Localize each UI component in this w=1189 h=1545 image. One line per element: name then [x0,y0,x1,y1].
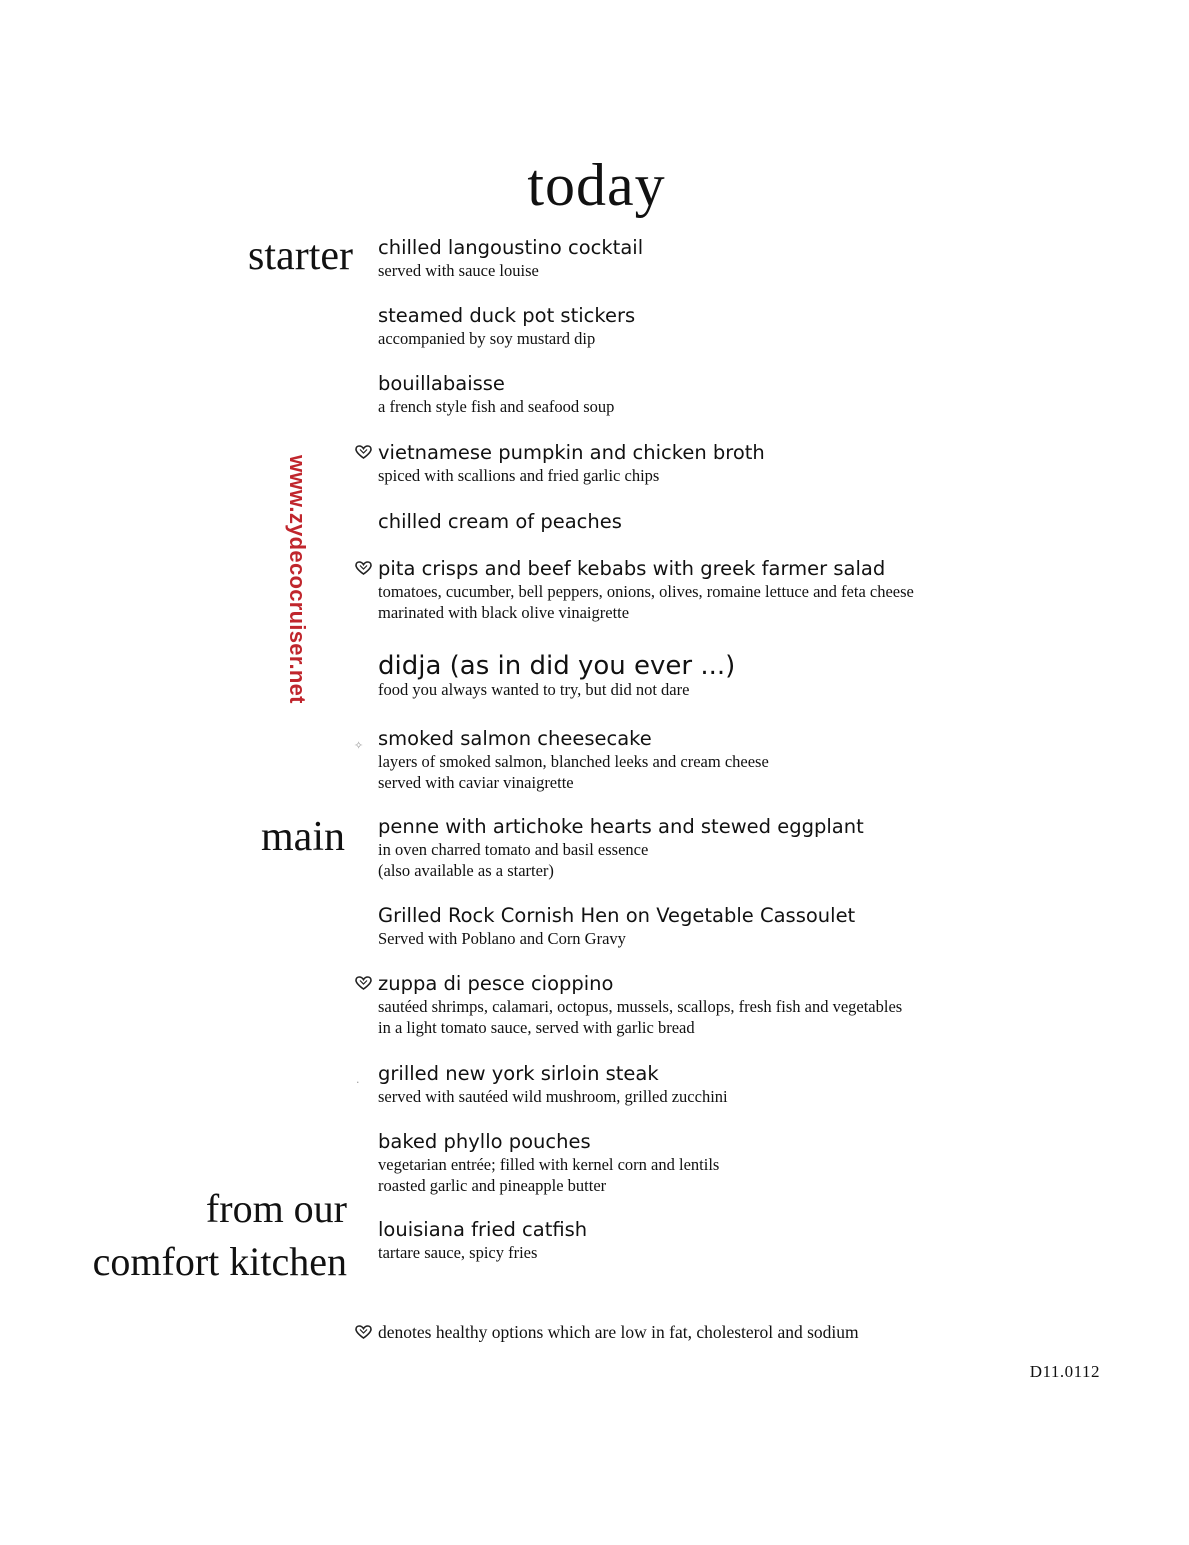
item-desc: served with sautéed wild mushroom, grilled zucchini [378,1087,728,1106]
item-desc: sautéed shrimps, calamari, octopus, mussels, scallops, fresh fish and vegetables [378,997,903,1016]
menu-item [378,372,1118,417]
item-desc: vegetarian entrée; filled with kernel corn and lentils [378,1155,720,1174]
menu-item [378,904,1118,949]
heart-icon [355,561,372,575]
section-comfort-kitchen [93,1182,347,1288]
item-name: louisiana fried catfish [378,1218,588,1241]
menu-item [378,557,1118,623]
section-comfort-line1: from our [205,1186,347,1231]
item-desc: (also available as a starter) [378,861,554,880]
menu-item [378,1062,1118,1107]
heart-icon [355,445,372,459]
item-desc: served with caviar vinaigrette [378,773,574,792]
menu-item [378,1130,1118,1196]
item-desc: Served with Poblano and Corn Gravy [378,929,626,948]
section-starter: starter [248,233,353,279]
faint-mark: ✧ [354,739,364,752]
menu-item [378,815,1118,881]
item-desc: a french style fish and seafood soup [378,397,615,416]
page-title: today [527,152,666,218]
heart-icon [355,1325,372,1339]
item-desc: roasted garlic and pineapple butter [378,1176,607,1195]
watermark [282,455,312,710]
item-desc: marinated with black olive vinaigrette [378,603,630,622]
item-name: smoked salmon cheesecake [378,727,652,750]
item-desc: accompanied by soy mustard dip [378,329,596,348]
item-name: chilled cream of peaches [378,510,622,533]
heart-icon [355,976,372,990]
item-desc: spiced with scallions and fried garlic chips [378,466,660,485]
item-name: chilled langoustino cocktail [378,236,644,259]
item-name: grilled new york sirloin steak [378,1062,659,1085]
section-main: main [261,814,345,860]
menu-item [378,304,1118,349]
document-code: D11.0112 [1029,1362,1100,1381]
item-name: baked phyllo pouches [378,1130,591,1153]
menu-item [378,727,1118,793]
section-comfort-line2: comfort kitchen [92,1239,347,1284]
item-name: zuppa di pesce cioppino [378,972,614,995]
item-desc: tartare sauce, spicy fries [378,1243,538,1262]
item-name: pita crisps and beef kebabs with greek farmer salad [378,557,886,580]
menu-item [378,441,1118,486]
menu-item [378,510,1118,534]
item-desc: layers of smoked salmon, blanched leeks and cream cheese [378,752,769,771]
menu-item [378,972,1118,1038]
item-desc: served with sauce louise [378,261,539,280]
faint-mark: · [356,1076,360,1089]
item-desc: food you always wanted to try, but did not dare [378,680,690,699]
menu-item [378,1218,1118,1263]
item-desc: in oven charred tomato and basil essence [378,840,649,859]
item-name: bouillabaisse [378,372,505,395]
legend-text: denotes healthy options which are low in fat, cholesterol and sodium [378,1322,859,1342]
healthy-legend [378,1321,859,1343]
watermark-text: www.zydecocruiser.net [285,455,310,704]
item-desc: in a light tomato sauce, served with garlic bread [378,1018,695,1037]
item-desc: tomatoes, cucumber, bell peppers, onions, olives, romaine lettuce and feta cheese [378,582,914,601]
menu-item [378,650,1118,700]
item-name: vietnamese pumpkin and chicken broth [378,441,765,464]
item-name: steamed duck pot stickers [378,304,636,327]
item-name: didja (as in did you ever ...) [378,651,736,681]
item-name: Grilled Rock Cornish Hen on Vegetable Cassoulet [378,904,856,927]
item-name: penne with artichoke hearts and stewed eggplant [378,815,864,838]
menu-item [378,236,1118,281]
